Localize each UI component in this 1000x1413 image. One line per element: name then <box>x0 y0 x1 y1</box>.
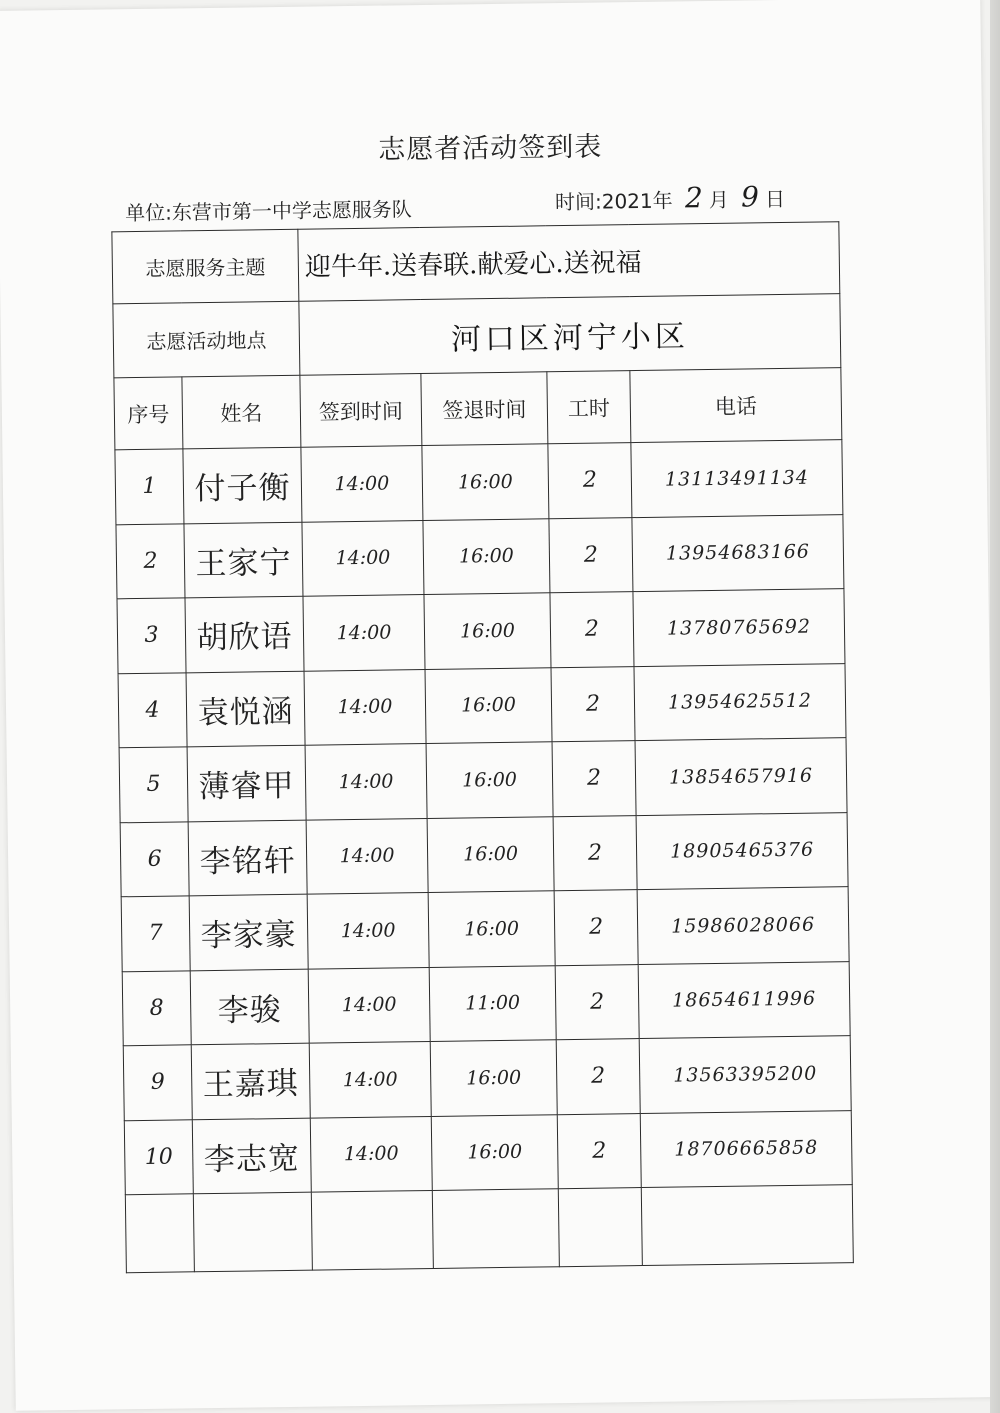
cell-seq: 2 <box>116 523 185 598</box>
date-day-suffix: 日 <box>764 186 786 212</box>
cell-checkin: 14:00 <box>309 1041 431 1117</box>
cell-phone: 13113491134 <box>631 440 843 517</box>
cell-hours: 2 <box>555 964 639 1040</box>
cell-checkin: 14:00 <box>301 446 423 522</box>
cell-hours: 2 <box>557 1113 641 1189</box>
signin-table <box>111 221 854 1273</box>
cell-name: 王家宁 <box>184 522 303 598</box>
cell-hours: 2 <box>554 890 638 966</box>
theme-label: 志愿服务主题 <box>112 229 299 304</box>
cell-hours: 2 <box>551 666 635 742</box>
cell-name: 胡欣语 <box>185 596 304 672</box>
cell-checkout: 16:00 <box>428 891 555 967</box>
table-row <box>119 738 847 823</box>
cell-phone <box>641 1185 853 1266</box>
cell-hours: 2 <box>553 815 637 891</box>
col-header-name: 姓名 <box>182 375 301 449</box>
date-month-suffix: 月 <box>708 187 729 213</box>
cell-hours: 2 <box>549 517 633 593</box>
cell-checkin: 14:00 <box>308 967 430 1043</box>
col-header-seq: 序号 <box>114 377 183 450</box>
cell-phone: 15986028066 <box>637 887 849 964</box>
date-day: 9 <box>740 180 760 214</box>
cell-hours: 2 <box>550 592 634 668</box>
cell-seq: 9 <box>123 1045 192 1120</box>
cell-checkin: 14:00 <box>306 818 428 894</box>
cell-checkout: 16:00 <box>423 518 550 594</box>
theme-value: 迎牛年.送春联.献爱心.送祝福 <box>298 222 840 302</box>
cell-checkin: 14:00 <box>302 520 424 596</box>
unit-line <box>125 193 412 226</box>
cell-phone: 18654611996 <box>638 961 850 1038</box>
cell-checkout: 16:00 <box>431 1114 558 1190</box>
form-title: 志愿者活动签到表 <box>378 131 603 166</box>
date-year: 2021 <box>601 188 653 214</box>
cell-phone: 18905465376 <box>636 812 848 889</box>
cell-checkout: 16:00 <box>430 1040 557 1116</box>
cell-seq: 1 <box>115 449 184 524</box>
cell-checkout: 16:00 <box>426 742 553 818</box>
place-value: 河口区河宁小区 <box>299 294 841 376</box>
table-row <box>116 514 844 599</box>
unit-label: 单位: <box>124 200 173 226</box>
cell-seq: 6 <box>120 821 189 896</box>
cell-checkin: 14:00 <box>303 595 425 671</box>
cell-name <box>193 1192 312 1272</box>
cell-name: 付子衡 <box>183 447 302 523</box>
cell-checkout <box>432 1189 559 1269</box>
cell-checkout: 16:00 <box>422 444 549 520</box>
cell-hours <box>558 1188 642 1267</box>
cell-name: 王嘉琪 <box>191 1043 310 1119</box>
table-row <box>118 663 846 748</box>
cell-seq: 10 <box>124 1119 193 1194</box>
table-row <box>124 1110 852 1195</box>
cell-hours: 2 <box>552 741 636 817</box>
cell-seq: 3 <box>117 598 186 673</box>
cell-name: 薄睿甲 <box>187 745 306 821</box>
cell-seq: 8 <box>122 970 191 1045</box>
cell-checkout: 11:00 <box>429 965 556 1041</box>
col-header-checkout: 签退时间 <box>421 372 548 446</box>
cell-checkin <box>311 1190 433 1270</box>
column-header-row <box>114 368 842 450</box>
cell-checkin: 14:00 <box>304 669 426 745</box>
cell-phone: 13954683166 <box>632 514 844 591</box>
table-row <box>115 440 843 525</box>
cell-hours: 2 <box>556 1039 640 1115</box>
cell-name: 李家豪 <box>189 894 308 970</box>
cell-name: 李铭轩 <box>188 820 307 896</box>
cell-name: 袁悦涵 <box>186 671 305 747</box>
cell-checkout: 16:00 <box>427 816 554 892</box>
table-row <box>120 812 848 897</box>
place-label: 志愿活动地点 <box>113 301 300 378</box>
col-header-phone: 电话 <box>630 368 842 443</box>
cell-seq: 4 <box>118 672 187 747</box>
cell-phone: 13780765692 <box>633 589 845 666</box>
place-row <box>113 294 841 378</box>
cell-checkout: 16:00 <box>425 667 552 743</box>
table-row <box>117 589 845 674</box>
theme-row <box>112 222 840 304</box>
cell-seq: 7 <box>121 896 190 971</box>
date-month: 2 <box>684 181 704 215</box>
page-edge <box>990 0 1000 1413</box>
cell-checkin: 14:00 <box>305 744 427 820</box>
table-row <box>123 1036 851 1121</box>
date-line <box>555 180 785 216</box>
unit-value: 东营市第一中学志愿服务队 <box>171 197 413 225</box>
cell-phone: 13954625512 <box>634 663 846 740</box>
cell-checkin: 14:00 <box>307 892 429 968</box>
table-row <box>125 1185 853 1273</box>
col-header-hours: 工时 <box>547 371 631 444</box>
cell-checkin: 14:00 <box>310 1116 432 1192</box>
cell-seq: 5 <box>119 747 188 822</box>
date-year-suffix: 年 <box>652 188 673 213</box>
col-header-checkin: 签到时间 <box>300 374 422 448</box>
cell-checkout: 16:00 <box>424 593 551 669</box>
table-row <box>121 887 849 972</box>
cell-phone: 13854657916 <box>635 738 847 815</box>
date-label: 时间: <box>554 189 602 215</box>
cell-name: 李志宽 <box>192 1118 311 1194</box>
cell-seq <box>125 1194 194 1273</box>
cell-name: 李骏 <box>190 969 309 1045</box>
cell-hours: 2 <box>548 443 632 519</box>
cell-phone: 18706665858 <box>640 1110 852 1187</box>
table-row <box>122 961 850 1046</box>
cell-phone: 13563395200 <box>639 1036 851 1113</box>
